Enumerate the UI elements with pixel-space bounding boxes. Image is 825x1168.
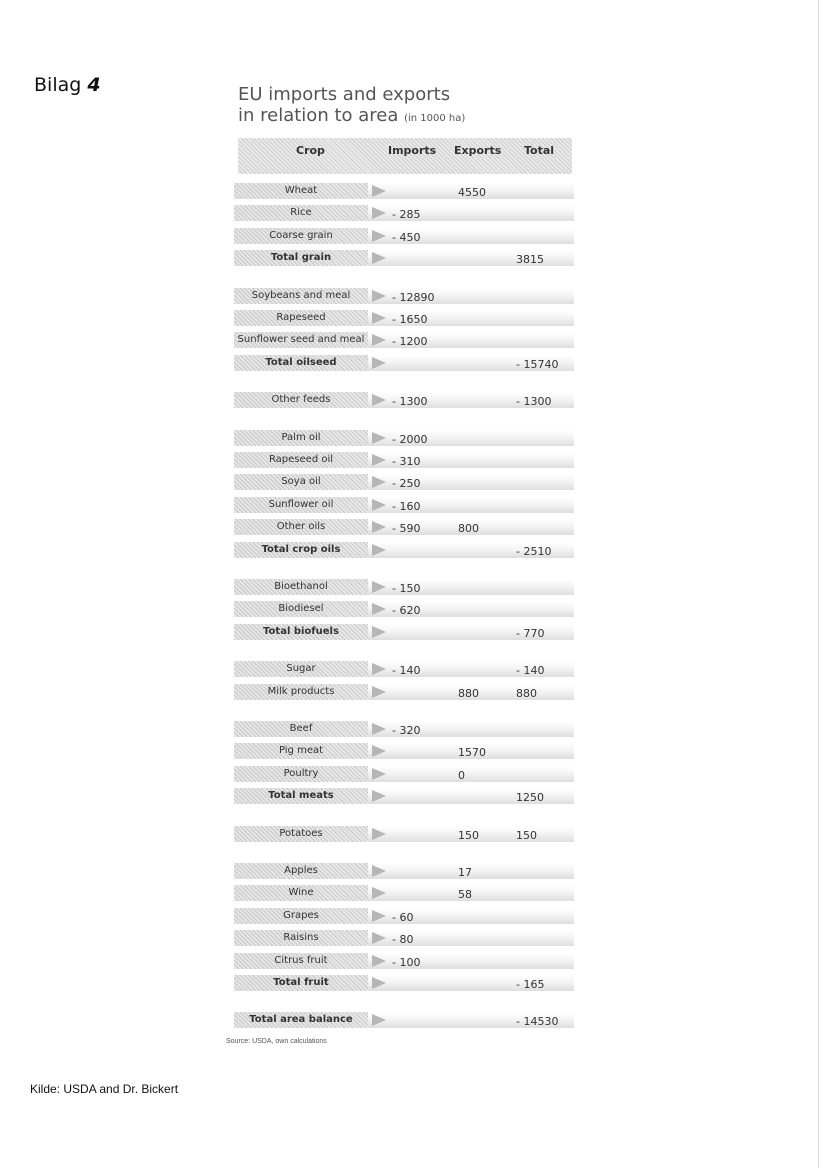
table-row xyxy=(222,518,574,536)
total-cell: - 140 xyxy=(516,664,545,678)
table-row xyxy=(222,825,574,843)
imports-cell: - 590 xyxy=(392,522,421,536)
exports-cell: 800 xyxy=(458,522,479,536)
exports-cell: 1570 xyxy=(458,746,486,760)
total-cell: - 1300 xyxy=(516,395,552,409)
crop-cell: Citrus fruit xyxy=(234,953,368,969)
area-balance-table xyxy=(222,138,574,1038)
title-line-1: EU imports and exports xyxy=(238,84,451,105)
crop-cell: Grapes xyxy=(234,908,368,924)
imports-cell: - 150 xyxy=(392,582,421,595)
crop-cell: Total oilseed xyxy=(234,355,368,371)
arrow-icon xyxy=(372,581,386,593)
imports-cell: - 310 xyxy=(392,455,421,468)
crop-cell: Total crop oils xyxy=(234,542,368,558)
arrow-icon xyxy=(372,686,386,698)
table-row xyxy=(222,907,574,925)
table-row xyxy=(222,683,574,701)
arrow-icon xyxy=(372,252,386,264)
imports-cell: - 80 xyxy=(392,933,414,947)
arrow-icon xyxy=(372,476,386,488)
table-row xyxy=(222,952,574,970)
crop-cell: Palm oil xyxy=(234,430,368,446)
crop-cell: Pig meat xyxy=(234,743,368,759)
total-cell: 1250 xyxy=(516,791,544,805)
crop-cell: Biodiesel xyxy=(234,601,368,617)
table-row xyxy=(222,541,574,559)
footer-source: Kilde: USDA and Dr. Bickert xyxy=(30,1082,179,1096)
total-cell: - 14530 xyxy=(516,1015,559,1029)
exports-cell: 4550 xyxy=(458,186,486,199)
imports-cell: - 620 xyxy=(392,604,421,618)
arrow-icon xyxy=(372,663,386,675)
arrow-icon xyxy=(372,521,386,533)
header-imports: Imports xyxy=(388,144,437,157)
crop-cell: Other oils xyxy=(234,519,368,535)
crop-cell: Milk products xyxy=(234,684,368,700)
total-cell: - 165 xyxy=(516,978,545,991)
exports-cell: 58 xyxy=(458,888,472,902)
crop-cell: Total meats xyxy=(234,788,368,804)
exports-cell: 880 xyxy=(458,686,479,700)
arrow-icon xyxy=(372,290,386,302)
imports-cell: - 60 xyxy=(392,910,414,924)
arrow-icon xyxy=(372,1014,386,1026)
crop-cell: Rapeseed oil xyxy=(234,452,368,468)
table-row xyxy=(222,862,574,880)
imports-cell: - 12890 xyxy=(392,290,435,304)
table-row xyxy=(222,742,574,760)
table-row xyxy=(222,354,574,372)
arrow-icon xyxy=(372,745,386,757)
table-row xyxy=(222,884,574,902)
crop-cell: Sugar xyxy=(234,661,368,677)
table-row xyxy=(222,204,574,222)
header-crop: Crop xyxy=(296,144,325,157)
arrow-icon xyxy=(372,626,386,638)
table-row xyxy=(222,1011,574,1029)
arrow-icon xyxy=(372,977,386,989)
arrow-icon xyxy=(372,394,386,406)
total-cell: 880 xyxy=(516,686,537,700)
exports-cell: 150 xyxy=(458,828,479,842)
arrow-icon xyxy=(372,603,386,615)
table-row xyxy=(222,623,574,641)
total-cell: - 770 xyxy=(516,626,545,640)
header-exports: Exports xyxy=(454,144,502,157)
table-row xyxy=(222,429,574,447)
crop-cell: Sunflower seed and meal xyxy=(234,332,368,348)
table-row xyxy=(222,473,574,491)
imports-cell: - 250 xyxy=(392,477,421,491)
imports-cell: - 1650 xyxy=(392,313,428,326)
imports-cell: - 450 xyxy=(392,230,421,244)
crop-cell: Rice xyxy=(234,205,368,221)
crop-cell: Other feeds xyxy=(234,392,368,408)
imports-cell: - 100 xyxy=(392,955,421,969)
value-band xyxy=(368,766,574,782)
appendix-number: 4 xyxy=(87,74,101,96)
crop-cell: Wine xyxy=(234,885,368,901)
table-row xyxy=(222,787,574,805)
exports-cell: 17 xyxy=(458,866,472,879)
exports-cell: 0 xyxy=(458,768,465,782)
table-row xyxy=(222,600,574,618)
table-header xyxy=(238,138,572,174)
imports-cell: - 140 xyxy=(392,664,421,678)
arrow-icon xyxy=(372,768,386,780)
table-row xyxy=(222,249,574,267)
arrow-icon xyxy=(372,185,386,197)
crop-cell: Total biofuels xyxy=(234,624,368,640)
total-cell: - 2510 xyxy=(516,544,552,558)
arrow-icon xyxy=(372,207,386,219)
crop-cell: Soybeans and meal xyxy=(234,288,368,304)
table-title xyxy=(238,84,465,129)
crop-cell: Beef xyxy=(234,721,368,737)
crop-cell: Raisins xyxy=(234,930,368,946)
crop-cell: Rapeseed xyxy=(234,310,368,326)
table-row xyxy=(222,287,574,305)
title-line-2-text: in relation to area xyxy=(238,105,399,126)
imports-cell: - 320 xyxy=(392,724,421,737)
table-row xyxy=(222,765,574,783)
arrow-icon xyxy=(372,312,386,324)
title-line-2 xyxy=(238,105,465,129)
header-total: Total xyxy=(524,144,555,157)
arrow-icon xyxy=(372,723,386,735)
appendix-label xyxy=(34,74,101,96)
title-unit: (in 1000 ha) xyxy=(404,113,466,124)
appendix-label-text: Bilag xyxy=(34,74,82,96)
arrow-icon xyxy=(372,230,386,242)
arrow-icon xyxy=(372,828,386,840)
table-row xyxy=(222,391,574,409)
imports-cell: - 2000 xyxy=(392,432,428,446)
arrow-icon xyxy=(372,790,386,802)
crop-cell: Soya oil xyxy=(234,474,368,490)
crop-cell: Coarse grain xyxy=(234,228,368,244)
arrow-icon xyxy=(372,499,386,511)
total-cell: 150 xyxy=(516,828,537,842)
table-row xyxy=(222,929,574,947)
table-row xyxy=(222,331,574,349)
crop-cell: Total area balance xyxy=(234,1012,368,1028)
crop-cell: Bioethanol xyxy=(234,579,368,595)
arrow-icon xyxy=(372,865,386,877)
crop-cell: Sunflower oil xyxy=(234,497,368,513)
arrow-icon xyxy=(372,910,386,922)
arrow-icon xyxy=(372,955,386,967)
crop-cell: Potatoes xyxy=(234,826,368,842)
total-cell: 3815 xyxy=(516,253,544,267)
table-row xyxy=(222,974,574,992)
table-row xyxy=(222,309,574,327)
arrow-icon xyxy=(372,454,386,466)
arrow-icon xyxy=(372,357,386,369)
arrow-icon xyxy=(372,544,386,556)
crop-cell: Total grain xyxy=(234,250,368,266)
imports-cell: - 285 xyxy=(392,208,421,222)
crop-cell: Wheat xyxy=(234,183,368,199)
crop-cell: Apples xyxy=(234,863,368,879)
table-row xyxy=(222,182,574,200)
source-note: Source: USDA, own calculations xyxy=(226,1038,327,1045)
arrow-icon xyxy=(372,432,386,444)
table-row xyxy=(222,660,574,678)
table-row xyxy=(222,578,574,596)
scan-edge-line xyxy=(818,0,819,1168)
total-cell: - 15740 xyxy=(516,357,559,371)
arrow-icon xyxy=(372,887,386,899)
crop-cell: Total fruit xyxy=(234,975,368,991)
arrow-icon xyxy=(372,334,386,346)
table-row xyxy=(222,496,574,514)
table-row xyxy=(222,227,574,245)
imports-cell: - 160 xyxy=(392,499,421,513)
arrow-icon xyxy=(372,932,386,944)
imports-cell: - 1300 xyxy=(392,395,428,409)
table-row xyxy=(222,720,574,738)
crop-cell: Poultry xyxy=(234,766,368,782)
table-row xyxy=(222,451,574,469)
imports-cell: - 1200 xyxy=(392,335,428,349)
